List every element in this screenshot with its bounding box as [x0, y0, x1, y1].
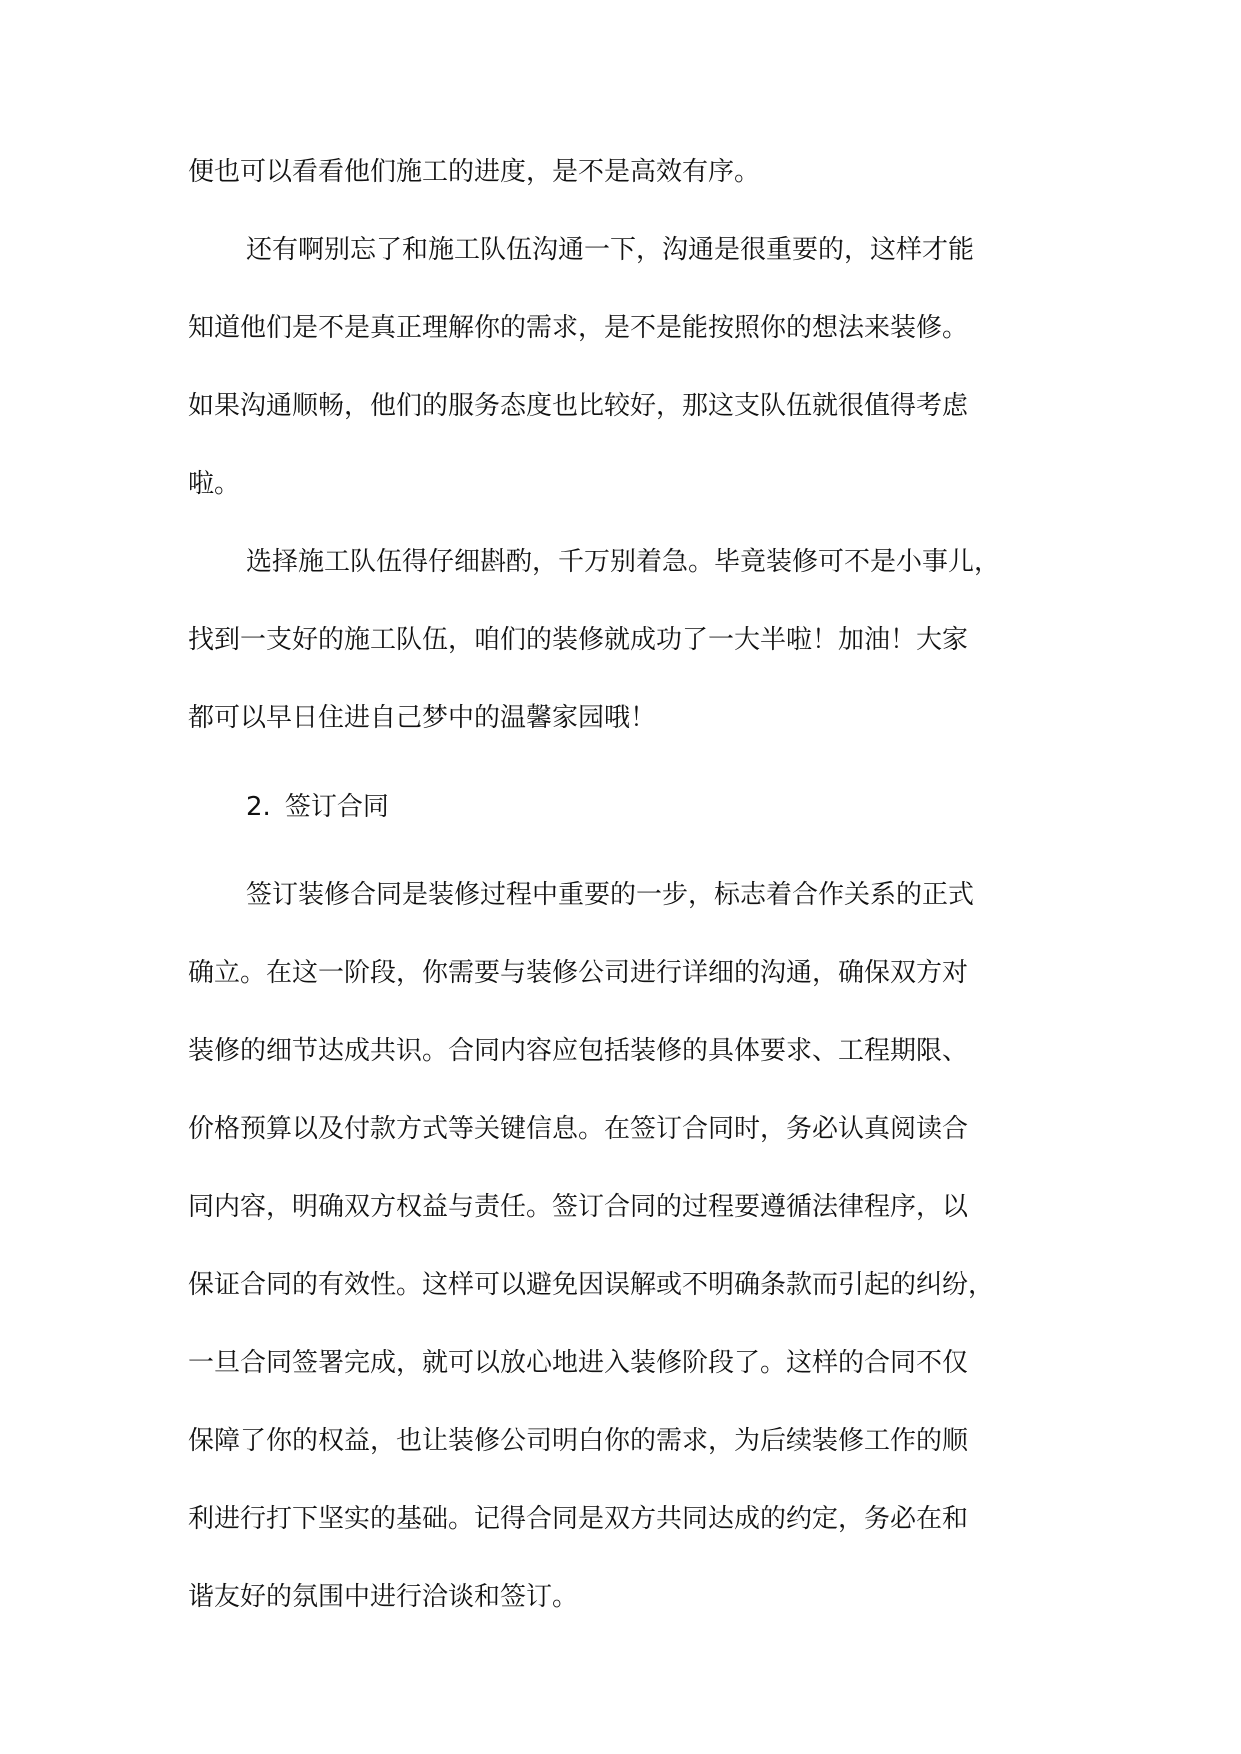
- text-line: 都可以早日住进自己梦中的温馨家园哦！: [188, 703, 657, 733]
- text-line: 便也可以看看他们施工的进度，是不是高效有序。: [188, 157, 761, 187]
- text-line: 谐友好的氛围中进行洽谈和签订。: [188, 1582, 579, 1612]
- text-line: 啦。: [188, 469, 241, 499]
- section-heading: [246, 790, 646, 824]
- text-line: 同内容，明确双方权益与责任。签订合同的过程要遵循法律程序，以: [188, 1192, 969, 1222]
- section-title: 签订合同: [284, 792, 389, 822]
- paragraph-first-line: 签订装修合同是装修过程中重要的一步，标志着合作关系的正式: [246, 880, 975, 910]
- paragraph-first-line: 还有啊别忘了和施工队伍沟通一下，沟通是很重要的，这样才能: [246, 235, 975, 265]
- text-line: 确立。在这一阶段，你需要与装修公司进行详细的沟通，确保双方对: [188, 958, 969, 988]
- text-line: 价格预算以及付款方式等关键信息。在签订合同时，务必认真阅读合: [188, 1114, 969, 1144]
- text-line: 找到一支好的施工队伍，咱们的装修就成功了一大半啦！加油！大家: [188, 625, 969, 655]
- text-line: 利进行打下坚实的基础。记得合同是双方共同达成的约定，务必在和: [188, 1504, 969, 1534]
- text-line: 如果沟通顺畅，他们的服务态度也比较好，那这支队伍就很值得考虑: [188, 391, 969, 421]
- text-line: 保证合同的有效性。这样可以避免因误解或不明确条款而引起的纠纷，: [188, 1270, 995, 1300]
- text-line: 一旦合同签署完成，就可以放心地进入装修阶段了。这样的合同不仅: [188, 1348, 969, 1378]
- text-line: 保障了你的权益，也让装修公司明白你的需求，为后续装修工作的顺: [188, 1426, 969, 1456]
- text-line: 装修的细节达成共识。合同内容应包括装修的具体要求、工程期限、: [188, 1036, 969, 1066]
- section-number: 2.: [246, 792, 271, 822]
- paragraph-first-line: 选择施工队伍得仔细斟酌，千万别着急。毕竟装修可不是小事儿，: [246, 547, 1001, 577]
- text-line: 知道他们是不是真正理解你的需求，是不是能按照你的想法来装修。: [188, 313, 969, 343]
